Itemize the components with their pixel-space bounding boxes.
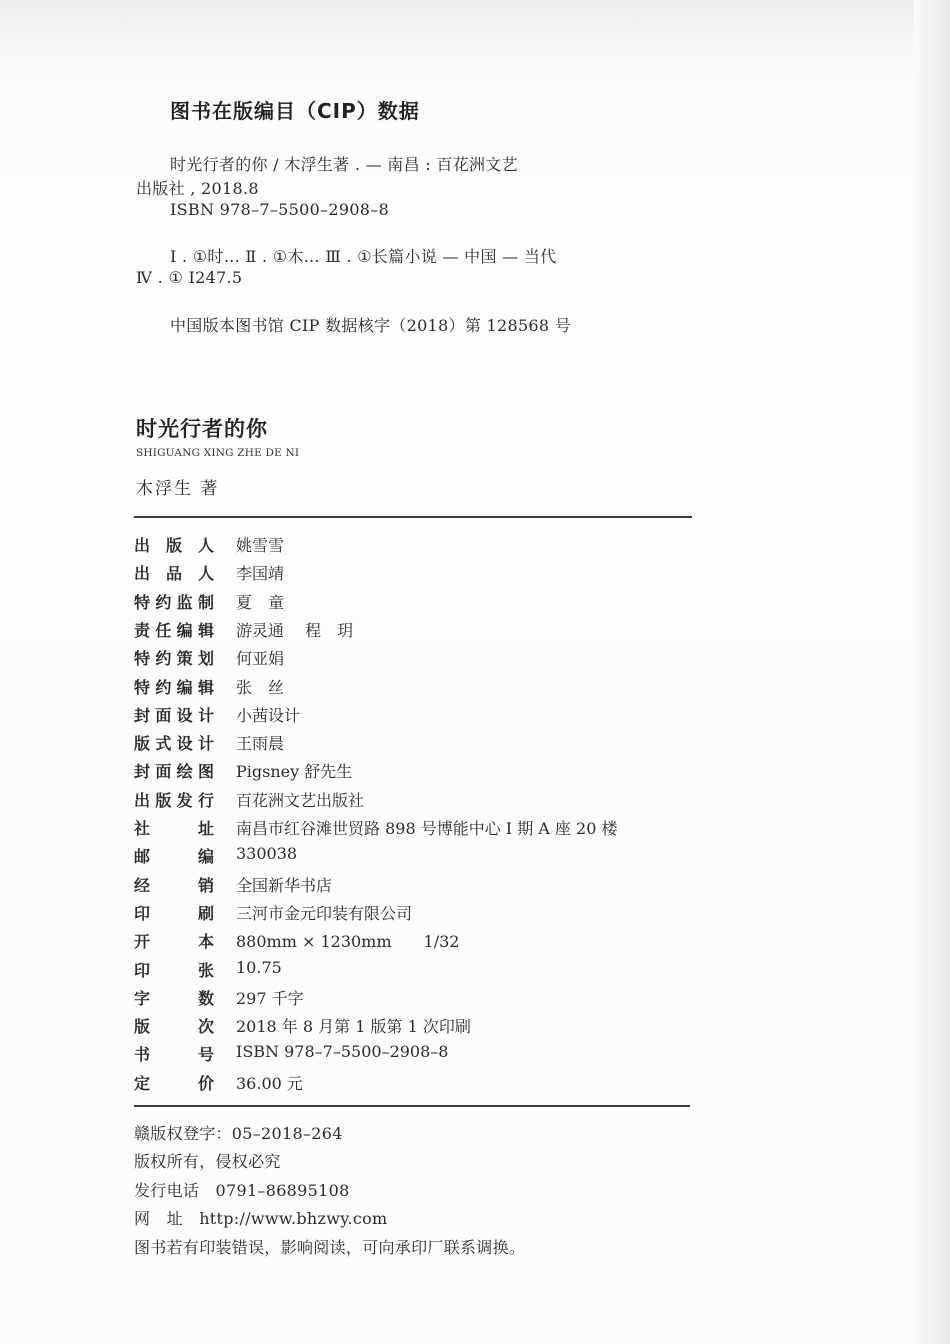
book-title: 时光行者的你 [136,417,268,441]
info-label-char: 出 [134,536,151,555]
info-row [134,561,694,589]
info-label [134,1042,214,1065]
info-row [134,844,694,872]
info-row [134,929,694,957]
info-label-char: 经 [134,875,151,895]
info-value: 330038 [236,844,298,864]
info-label [134,533,214,556]
info-value: 游灵通 程 玥 [236,620,354,640]
info-label [134,675,214,698]
info-label-char: 策 [176,649,193,669]
info-label-char: 责 [134,620,151,640]
info-label-char: 版 [134,734,151,754]
info-value: 百花洲文艺出版社 [236,790,365,810]
info-value: 880mm × 1230mm 1/32 [236,932,460,952]
info-label-char: 编 [176,677,193,697]
info-label-char: 社 [134,819,151,838]
info-value: 小茜设计 [236,705,301,725]
info-label-char: 本 [197,932,214,952]
info-label-char: 发 [176,790,193,810]
info-value: 王雨晨 [236,734,285,754]
info-label-char: 监 [176,592,193,612]
info-label-char: 开 [134,932,151,952]
info-row [134,901,694,929]
info-label-char: 销 [197,875,214,895]
info-label-char: 人 [197,536,214,555]
info-label [134,731,214,754]
info-label-char: 号 [197,1045,214,1065]
info-label-char: 设 [176,734,193,754]
info-row [134,873,694,901]
cip-class-number-line: Ⅳ . ① I247.5 [136,268,243,287]
info-value: Pigsney 舒先生 [236,762,353,782]
info-value: 36.00 元 [236,1073,303,1093]
info-label [134,958,214,981]
info-label-char: 印 [134,960,151,980]
info-label-char: 编 [176,620,193,640]
info-label-char: 版 [165,536,182,555]
website: 网 址 http://www.bhzwy.com [134,1209,388,1228]
info-label-char: 版 [134,1017,151,1037]
info-label-char: 辑 [197,677,214,697]
info-label-char: 制 [197,592,214,612]
info-label-char: 约 [155,592,172,612]
info-label-char: 设 [176,705,193,725]
info-label-char: 面 [155,762,172,782]
info-label-char: 图 [197,762,214,782]
info-value: 夏 童 [236,592,285,612]
book-pinyin: SHIGUANG XING ZHE DE NI [136,447,300,459]
info-row [134,618,694,646]
info-label-char: 刷 [197,903,214,923]
info-value: 何亚娟 [236,649,285,669]
page-edge-shadow [914,0,950,1344]
info-label [134,759,214,782]
info-label-char: 封 [134,762,151,782]
info-value: 2018 年 8 月第 1 版第 1 次印刷 [236,1017,471,1037]
info-label [134,561,214,584]
info-value: 297 千字 [236,988,304,1008]
info-label [134,1071,214,1094]
info-value: ISBN 978–7–5500–2908–8 [236,1042,449,1062]
book-author: 木浮生 著 [136,479,220,499]
info-label [134,873,214,896]
info-label-char: 封 [134,705,151,725]
info-label-char: 印 [134,903,151,923]
info-label-char: 特 [134,677,151,697]
info-value: 10.75 [236,957,282,977]
rights-notice: 版权所有，侵权必究 [134,1152,281,1171]
info-label-char: 任 [155,620,172,640]
info-label-char: 计 [197,705,214,725]
distribution-phone: 发行电话 0791–86895108 [134,1181,350,1200]
info-label-char: 行 [197,790,214,810]
info-label-char: 特 [134,592,151,612]
cip-publisher-line: 出版社 , 2018.8 [136,179,259,198]
info-label-char: 绘 [176,762,193,782]
info-label-char: 特 [134,649,151,669]
info-label-char: 数 [197,988,214,1008]
info-label-char: 编 [197,847,214,867]
info-label [134,703,214,726]
info-row [134,1071,694,1099]
cip-record-number-line: 中国版本图书馆 CIP 数据核字（2018）第 128568 号 [170,316,572,335]
info-value: 南昌市红谷滩世贸路 898 号博能中心 I 期 A 座 20 楼 [236,819,618,838]
info-label-char: 邮 [134,847,151,867]
info-value: 姚雪雪 [236,536,285,555]
info-row [134,1042,694,1070]
info-label [134,646,214,669]
info-label-char: 定 [134,1073,151,1093]
info-row [134,590,694,618]
info-row [134,986,694,1014]
info-label [134,844,214,867]
info-label-char: 品 [165,564,182,584]
info-label-char: 辑 [197,620,214,640]
info-row [134,759,694,787]
info-row [134,646,694,674]
info-label [134,929,214,952]
cip-isbn-line: ISBN 978–7–5500–2908–8 [170,200,390,219]
info-label-char: 字 [134,988,151,1008]
info-row [134,958,694,986]
info-label [134,986,214,1009]
info-label-char: 出 [134,564,151,584]
info-label-char: 约 [155,677,172,697]
info-value: 三河市金元印装有限公司 [236,903,413,923]
cip-classification-line: Ⅰ . ①时… Ⅱ . ①木… Ⅲ . ①长篇小说 — 中国 — 当代 [170,247,557,266]
info-row [134,675,694,703]
info-label-char: 址 [197,819,214,838]
info-label-char: 式 [155,734,172,754]
info-label [134,618,214,641]
info-label-char: 价 [197,1073,214,1093]
info-row [134,1014,694,1042]
info-row [134,533,694,561]
bottom-divider [134,1105,690,1107]
info-label-char: 次 [197,1017,214,1037]
info-label-char: 面 [155,705,172,725]
print-error-notice: 图书若有印装错误，影响阅读，可向承印厂联系调换。 [134,1238,526,1257]
info-label [134,788,214,811]
info-label [134,901,214,924]
info-row [134,816,694,844]
info-value: 李国靖 [236,564,285,584]
top-divider [134,516,692,518]
info-row [134,788,694,816]
info-label-char: 版 [155,790,172,810]
info-label [134,1014,214,1037]
info-value: 张 丝 [236,677,285,697]
info-label-char: 约 [155,649,172,669]
cip-title-line: 时光行者的你 / 木浮生著 . — 南昌 : 百花洲文艺 [170,155,518,174]
cip-heading: 图书在版编目（CIP）数据 [170,99,420,123]
info-label-char: 人 [197,564,214,584]
info-label [134,590,214,613]
info-label [134,816,214,839]
info-value: 全国新华书店 [236,875,333,895]
info-row [134,731,694,759]
info-label-char: 出 [134,790,151,810]
info-label-char: 张 [197,960,214,980]
info-label-char: 计 [197,734,214,754]
info-label-char: 书 [134,1045,151,1065]
copyright-registration: 赣版权登字：05–2018–264 [134,1124,343,1143]
info-row [134,703,694,731]
info-label-char: 划 [197,649,214,669]
